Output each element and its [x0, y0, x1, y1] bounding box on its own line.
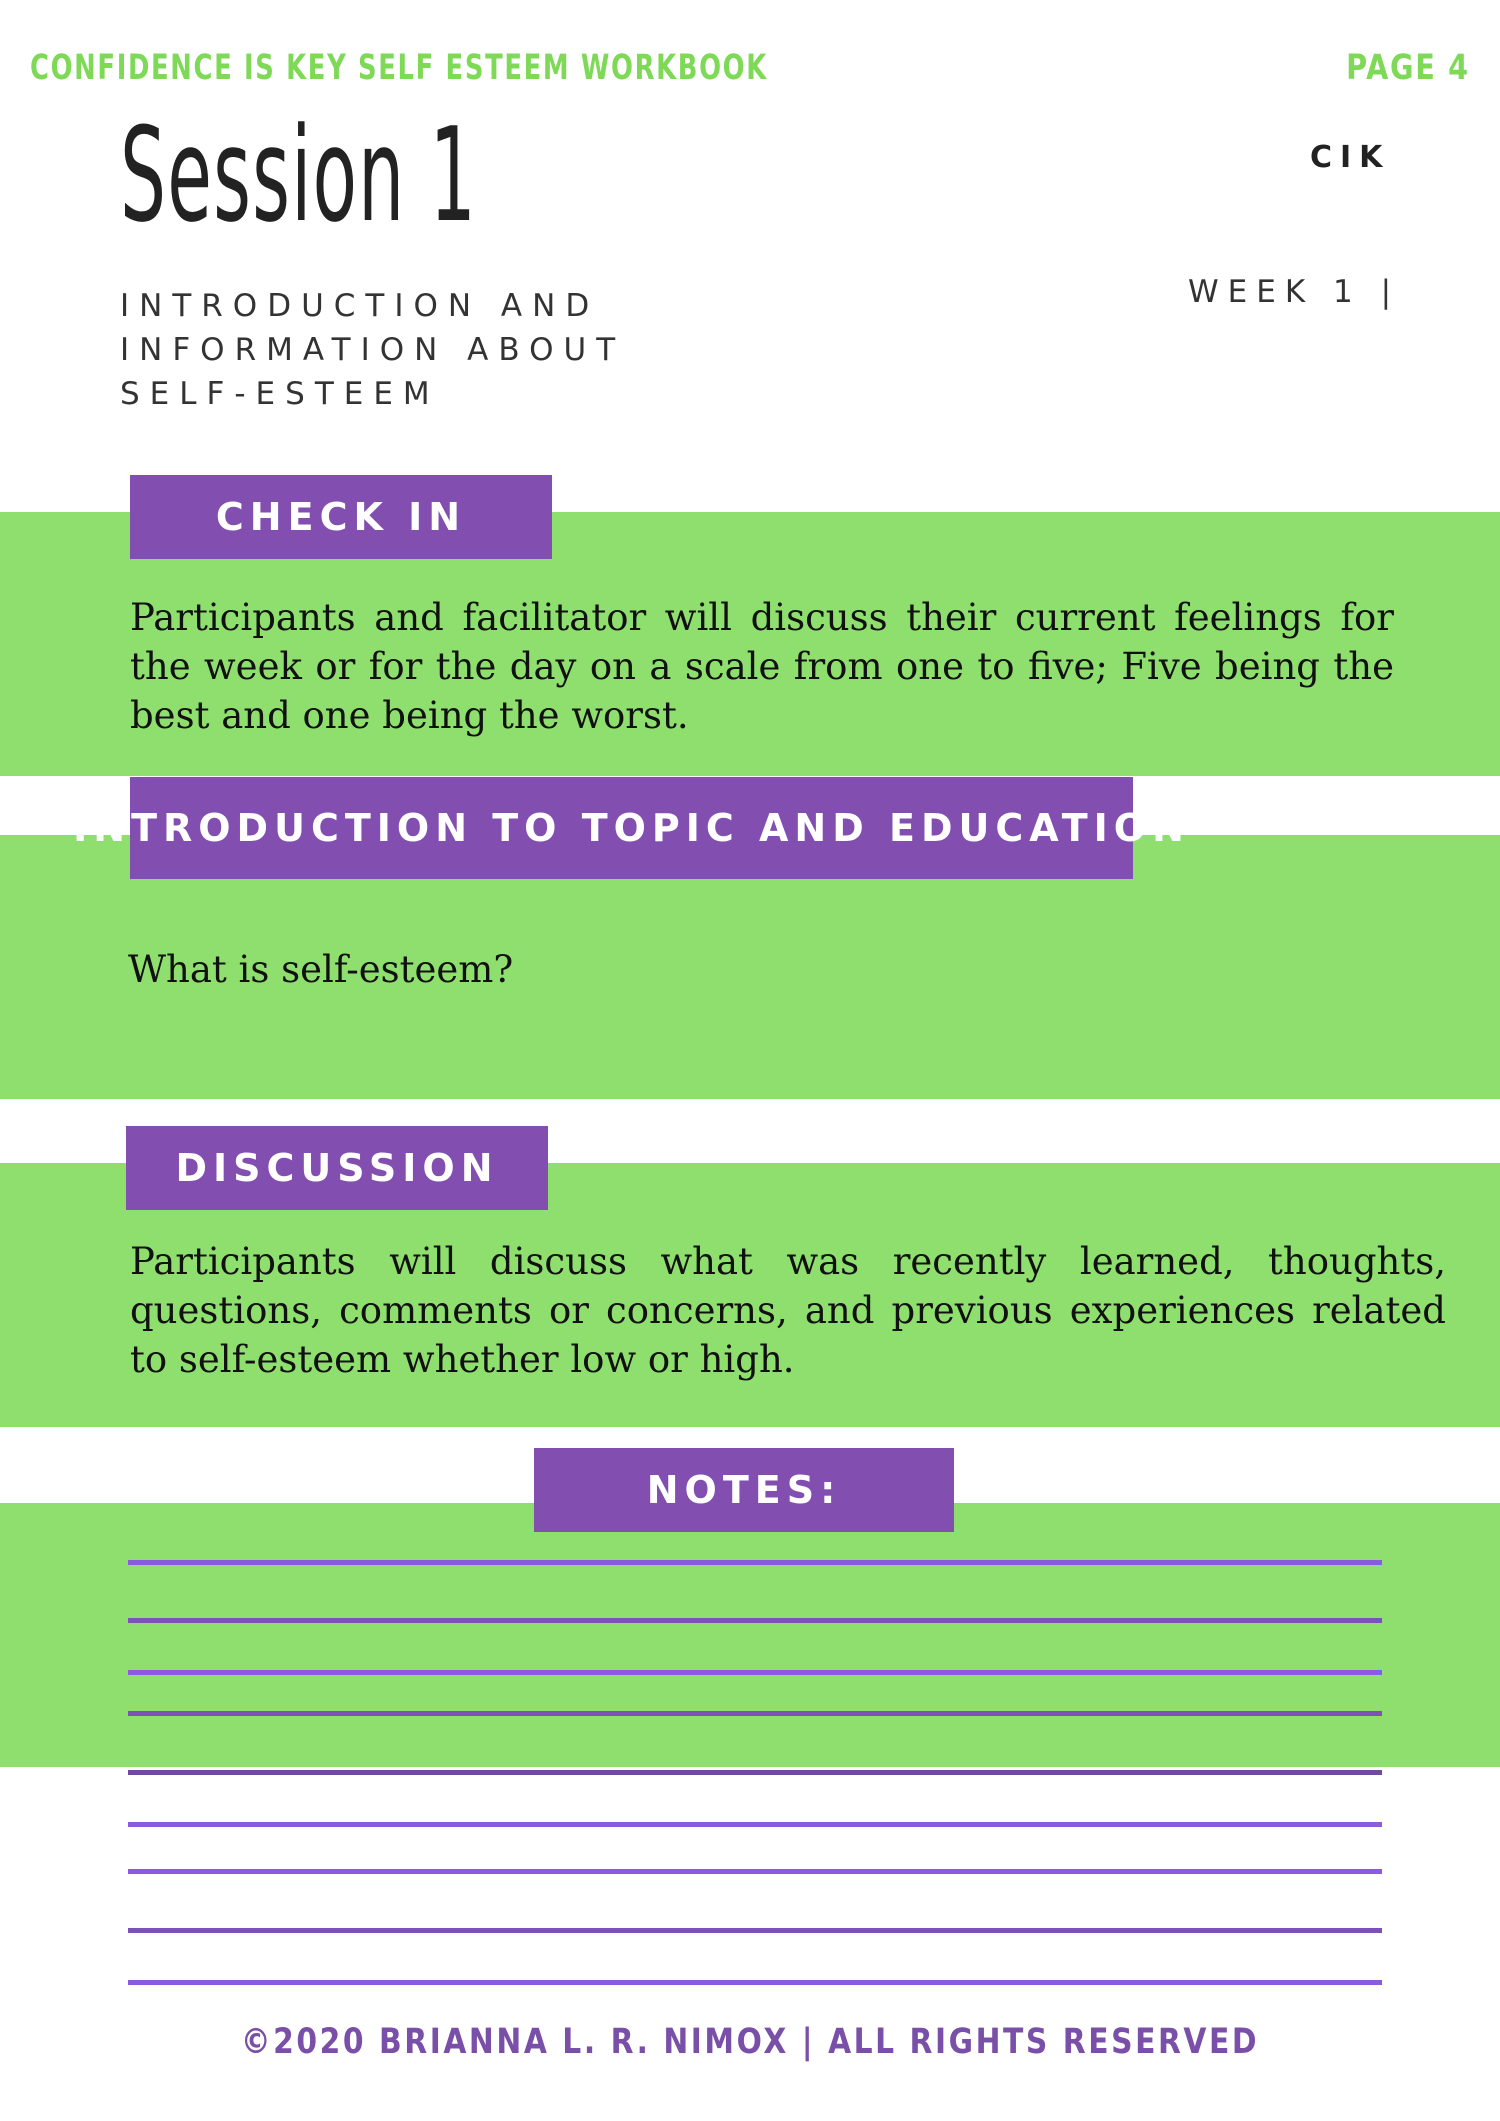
footer-copyright-text: ©2020 BRIANNA L. R. NIMOX | ALL RIGHTS RESERVED — [240, 2022, 1260, 2062]
page-number: PAGE 4 — [1346, 48, 1470, 88]
introduction-label: INTRODUCTION TO TOPIC AND EDUCATION — [130, 777, 1133, 879]
discussion-label: DISCUSSION — [126, 1126, 548, 1210]
week-label: WEEK 1 | — [1188, 274, 1401, 310]
footer-copyright — [0, 2022, 1500, 2062]
session-title: Session 1 — [120, 99, 478, 251]
brand-mark: CIK — [1310, 140, 1391, 175]
note-line[interactable] — [128, 1869, 1382, 1874]
notes-band — [0, 1503, 1500, 1767]
session-subtitle: INTRODUCTION AND INFORMATION ABOUT SELF-ESTEEM — [120, 288, 626, 412]
notes-label: NOTES: — [534, 1448, 954, 1532]
note-line[interactable] — [128, 1670, 1382, 1675]
check-in-label: CHECK IN — [130, 475, 552, 559]
note-line[interactable] — [128, 1928, 1382, 1933]
check-in-text: Participants and facilitator will discuss their current feelings for the week or for the day on a scale from one to five; Five being the best and one being the worst. — [130, 596, 1394, 737]
note-line[interactable] — [128, 1618, 1382, 1623]
note-line[interactable] — [128, 1711, 1382, 1716]
workbook-title: CONFIDENCE IS KEY SELF ESTEEM WORKBOOK — [30, 48, 768, 88]
note-line[interactable] — [128, 1980, 1382, 1985]
introduction-text: What is self-esteem? — [128, 948, 514, 991]
note-line[interactable] — [128, 1822, 1382, 1827]
note-line[interactable] — [128, 1770, 1382, 1775]
discussion-text: Participants will discuss what was recently learned, thoughts, questions, comments or concerns, and previous experiences related to self-esteem whether low or high. — [130, 1240, 1446, 1381]
note-line[interactable] — [128, 1560, 1382, 1565]
